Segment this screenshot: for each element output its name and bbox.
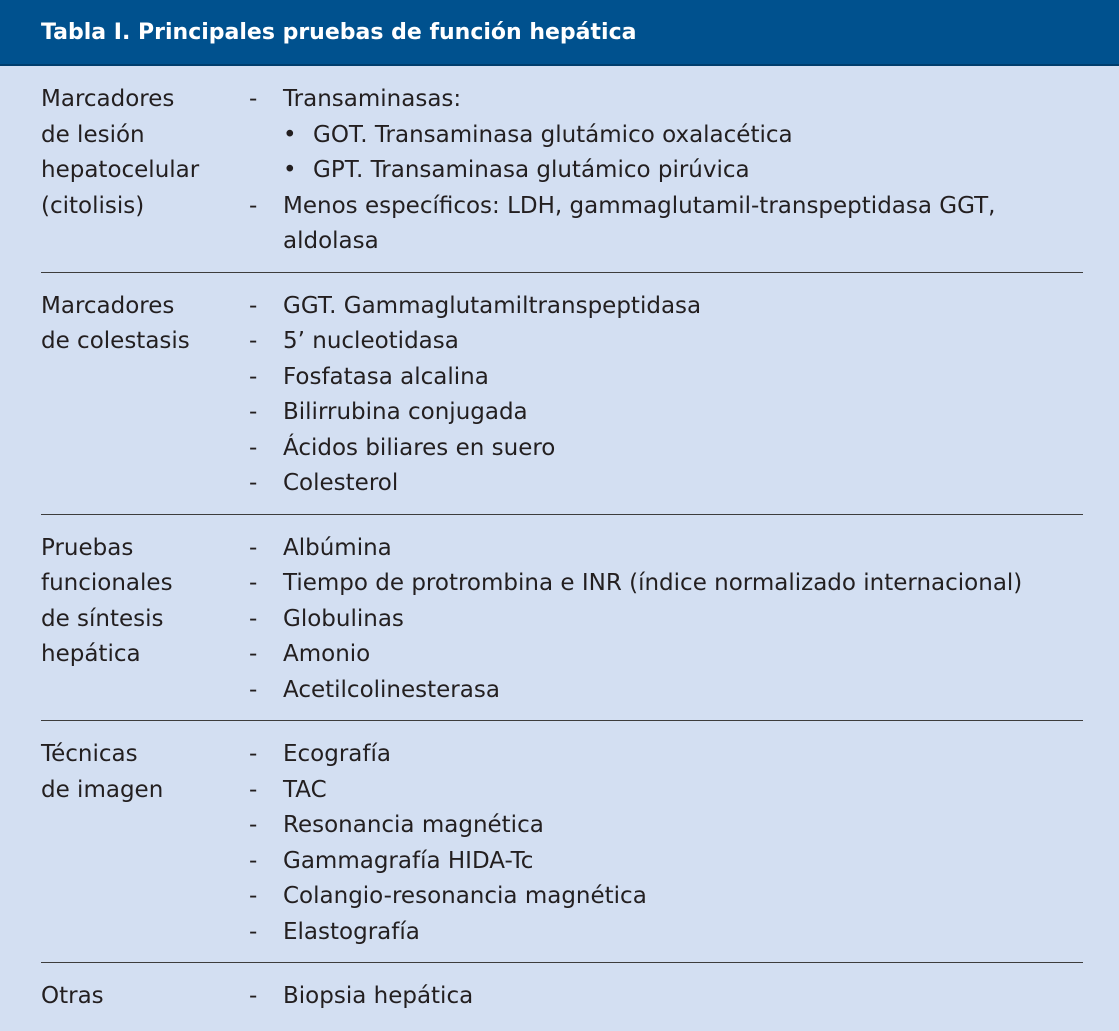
table-row [41,272,1083,514]
item-text: Amonio [283,641,371,667]
row-category: Marcadores de colestasis [41,292,190,354]
dash-marker: - [249,192,258,219]
dash-marker: - [249,676,258,703]
list-item [249,395,1083,431]
item-text: Fosfatasa alcalina [283,363,489,390]
dash-marker: - [249,983,258,1009]
list-item [249,566,1083,602]
item-text: TAC [283,776,327,803]
list-item [249,637,1083,673]
list-item [249,531,1083,567]
dash-marker: - [249,434,258,461]
list-item [249,289,1083,325]
list-item [249,673,1083,709]
list-item [249,773,1083,809]
item-text: Tiempo de protrombina e INR (índice normalizado internacional) [283,570,1023,596]
item-text: Ecografía [283,741,391,767]
dash-marker: - [249,605,258,632]
list-item [249,979,1083,1015]
row-items-list [249,979,1083,1015]
item-text: Colangio-resonancia magnética [283,883,647,909]
item-text: Colesterol [283,470,399,496]
dash-marker: - [249,292,258,319]
item-text: Elastografía [283,918,420,945]
list-item [249,324,1083,360]
list-item [249,82,1083,189]
item-text: GGT. Gammaglutamiltranspeptidasa [283,292,702,319]
list-item [249,879,1083,915]
dash-marker: - [249,641,258,667]
item-text: Albúmina [283,534,392,561]
row-items-list [249,82,1083,260]
list-item [249,737,1083,773]
list-item [249,466,1083,502]
item-text: Globulinas [283,605,404,632]
item-text: Resonancia magnética [283,812,544,838]
row-items-list [249,289,1083,502]
item-text: Ácidos biliares en suero [283,434,556,461]
list-item [249,360,1083,396]
list-item [249,602,1083,638]
item-text: Biopsia hepática [283,983,474,1009]
list-item [249,844,1083,880]
sub-list-item [283,118,1083,154]
row-items-list [249,531,1083,709]
bullet-marker: • [283,157,297,183]
list-item [249,189,1083,260]
dash-marker: - [249,570,258,596]
dash-marker: - [249,399,258,425]
row-category: Otras [41,983,104,1009]
table-title-bar [0,0,1119,66]
dash-marker: - [249,776,258,803]
item-text: Gammagrafía HIDA-Tc [283,847,534,874]
table-title: Tabla I. Principales pruebas de función hepática [41,19,637,45]
item-text: Acetilcolinesterasa [283,676,500,703]
sub-list-item [283,153,1083,189]
dash-marker: - [249,812,258,838]
item-text: 5’ nucleotidasa [283,328,459,354]
sub-item-text: GPT. Transaminasa glutámico pirúvica [313,157,750,183]
row-category: Técnicas de imagen [41,741,164,803]
item-text: Bilirrubina conjugada [283,399,528,425]
table-row [41,82,1083,272]
dash-marker: - [249,86,258,112]
row-items-list [249,737,1083,950]
dash-marker: - [249,847,258,874]
list-item [249,431,1083,467]
row-category: Pruebas funcionales de síntesis hepática [41,534,173,667]
item-text: Menos específicos: LDH, gammaglutamil-transpeptidasa GGT, aldolasa [283,192,996,254]
table-row [41,720,1083,962]
sub-list [283,118,1083,189]
dash-marker: - [249,328,258,354]
dash-marker: - [249,470,258,496]
dash-marker: - [249,741,258,767]
dash-marker: - [249,363,258,390]
table-row [41,962,1083,1015]
dash-marker: - [249,534,258,561]
sub-item-text: GOT. Transaminasa glutámico oxalacética [313,121,793,148]
dash-marker: - [249,883,258,909]
row-category: Marcadores de lesión hepatocelular (citolisis) [41,86,200,219]
table-body [0,66,1119,1015]
item-text: Transaminasas: [283,86,462,112]
dash-marker: - [249,918,258,945]
table-row [41,514,1083,721]
list-item [249,808,1083,844]
bullet-marker: • [283,121,297,148]
list-item [249,915,1083,951]
